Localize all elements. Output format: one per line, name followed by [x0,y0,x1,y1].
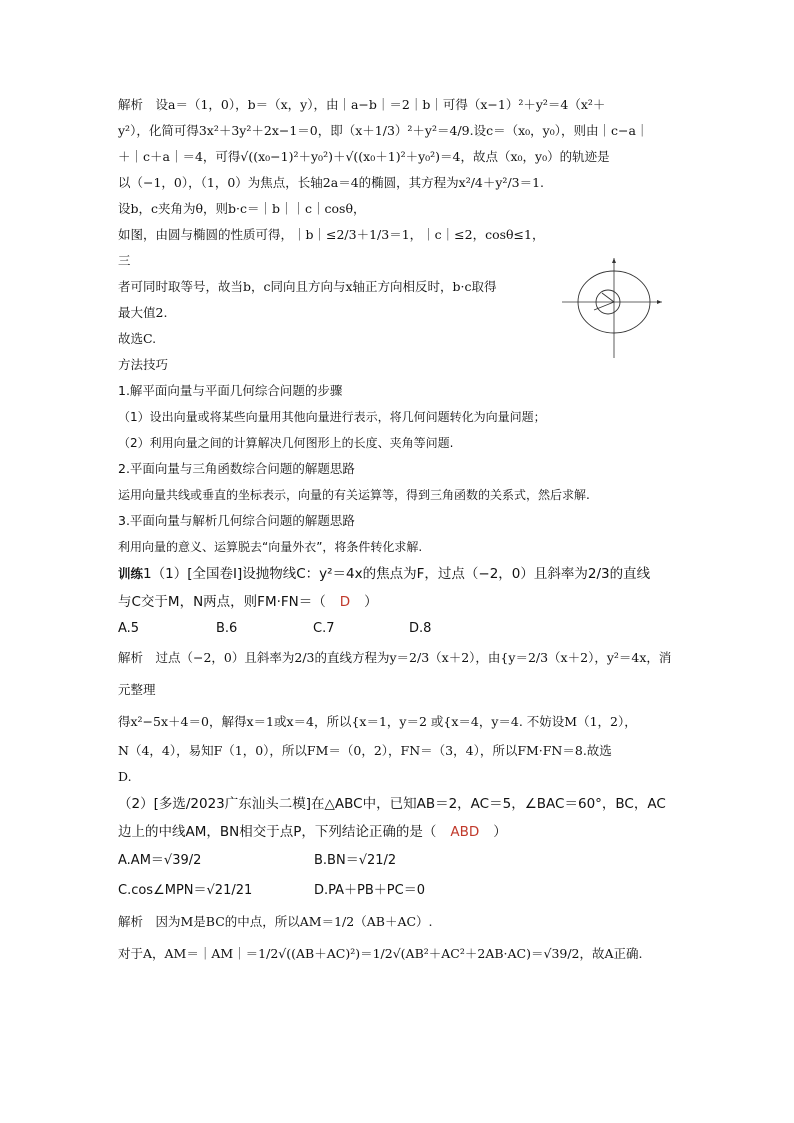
question-1-answer: D [339,594,351,610]
question-1-stem: 1（1）[全国卷Ⅰ]设抛物线C：y²＝4x的焦点为F，过点（−2，0）且斜率为2/3的直线 [143,566,651,582]
q1-solution-line-3: N（4，4），易知F（1，0），所以FM＝（0，2），FN＝（3，4），所以FM·FN＝8.故选 [118,743,612,758]
question-2-options-row-1 [118,846,678,876]
question-2-close: ） [493,824,507,840]
solution-line-5: 设b，c夹角为θ，则b·c＝｜b｜｜c｜cosθ， [118,201,366,216]
solution-line-3: ＋｜c＋a｜＝4，可得√((x₀−1)²＋y₀²)＋√((x₀＋1)²＋y₀²)＝4，故点（x₀，y₀）的轨迹是 [118,149,610,164]
q2-solution-line-2: 对于A，AM＝｜AM｜＝1/2√((AB＋AC)²)＝1/2√(AB²＋AC²＋2AB·AC)＝√39/2，故A正确. [118,946,643,961]
tip-text-2: 运用向量共线或垂直的坐标表示，向量的有关运算等，得到三角函数的关系式，然后求解. [118,488,590,502]
q1-solution-line-1: 解析 过点（−2，0）且斜率为2/3的直线方程为y＝2/3（x＋2），由{y＝2/3（x＋2），y²＝4x，消元整理 [118,650,672,697]
tip-step-2: （2）利用向量之间的计算解决几何图形上的长度、夹角等问题. [118,436,454,450]
solution-line-2: y²），化简可得3x²＋3y²＋2x−1＝0，即（x＋1/3）²＋y²＝4/9.设c＝（x₀，y₀），则由｜c−a｜ [118,123,649,138]
tip-heading-1: 1.解平面向量与平面几何综合问题的步骤 [118,383,343,398]
q2-solution-line-1: 解析 因为M是BC的中点，所以AM＝1/2（AB＋AC）. [118,914,433,929]
tips-title: 方法技巧 [118,357,169,372]
option-2-c: C.cos∠MPN＝√21/21 [118,883,253,898]
solution-line-8: 最大值2. [118,305,168,320]
vector-b [602,293,614,302]
question-1-line-2 [118,588,678,616]
option-2-b: B.BN＝√21/2 [314,853,397,868]
solution-line-7: 者可同时取等号，故当b，c同向且方向与x轴正方向相反时，b·c取得 [118,279,497,294]
tip-heading-3: 3.平面向量与解析几何综合问题的解题思路 [118,513,355,528]
option-2-a: A.AM＝√39/2 [118,853,202,868]
tip-heading-2: 2.平面向量与三角函数综合问题的解题思路 [118,461,355,476]
option-c: C.7 [313,621,335,636]
solution-line-1: 解析 设a＝（1，0），b＝（x，y），由｜a−b｜＝2｜b｜可得（x−1）²＋y²＝4（x²＋ [118,97,606,112]
tip-step-1: （1）设出向量或将某些向量用其他向量进行表示，将几何问题转化为向量问题； [118,410,546,424]
question-1-stem-cont: 与C交于M，N两点，则FM·FN＝（ [118,594,326,610]
ellipse-circle-figure [558,254,668,364]
option-d: D.8 [409,621,432,636]
x-axis-arrow [657,300,662,304]
solution-line-4: 以（−1，0），（1，0）为焦点，长轴2a＝4的椭圆，其方程为x²/4＋y²/3＝1. [118,175,545,190]
question-1-close: ） [364,594,378,610]
option-2-d: D.PA＋PB＋PC＝0 [314,883,425,898]
q1-solution-line-4: D. [118,769,132,784]
solution-conclusion: 故选C. [118,331,157,346]
y-axis-arrow [612,258,616,263]
question-2-line-1: （2）[多选/2023广东汕头二模]在△ABC中，已知AB＝2，AC＝5，∠BAC＝60°，BC，AC [118,796,666,812]
question-1-line-1 [118,560,678,588]
question-2-options-row-2 [118,876,678,906]
q1-solution-line-2: 得x²−5x＋4＝0，解得x＝1或x＝4，所以{x＝1，y＝2 或{x＝4，y＝4. 不妨设M（1，2）， [118,714,637,729]
question-2-line-2 [118,818,678,846]
option-b: B.6 [216,621,238,636]
solution-line-6: 如图，由圆与椭圆的性质可得，｜b｜≤2/3＋1/3＝1，｜c｜≤2，cosθ≤1，三 [118,227,545,268]
document-page [118,92,678,970]
option-a: A.5 [118,621,140,636]
question-2-answer: ABD [450,824,480,840]
question-2-stem-cont: 边上的中线AM，BN相交于点P，下列结论正确的是（ [118,824,437,840]
tip-text-3: 利用向量的意义、运算脱去“向量外衣”，将条件转化求解. [118,540,423,554]
question-1-options [118,616,678,642]
training-label: 训练 [118,566,144,581]
